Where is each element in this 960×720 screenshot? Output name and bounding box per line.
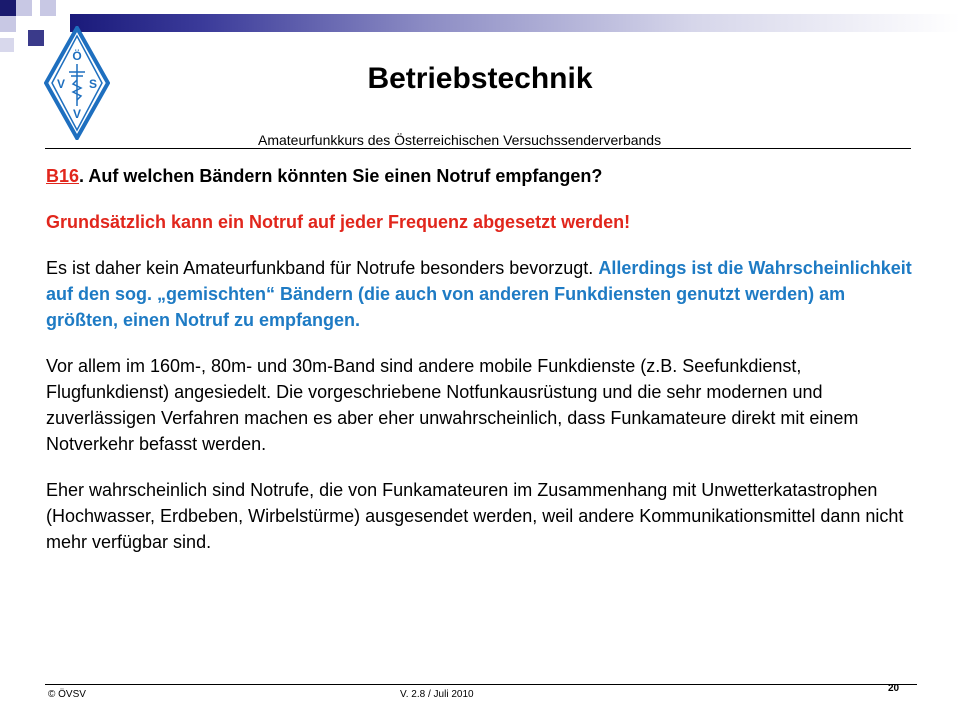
- logo-letter-right: S: [88, 77, 98, 91]
- header-gradient-bar: [70, 14, 960, 32]
- paragraph-1: [46, 255, 916, 333]
- question-number: B16: [46, 166, 80, 186]
- footer-copyright: © ÖVSV: [48, 689, 86, 700]
- page-title: Betriebstechnik: [367, 62, 593, 95]
- logo-letter-left: V: [56, 77, 66, 91]
- logo-letter-bottom: V: [72, 107, 82, 121]
- page-number: 20: [888, 683, 900, 694]
- paragraph-1-highlight: Allerdings ist die Wahrscheinlichkeit auf den sog. „gemischten“ Bändern (die auch von anderen Funkdiensten genutzt werden) am größten, einen Notruf zu empfangen.: [46, 258, 912, 330]
- page-subtitle: Amateurfunkkurs des Österreichischen Versuchssenderverbands: [258, 132, 662, 148]
- logo-letter-top: Ö: [72, 49, 82, 63]
- question-text: . Auf welchen Bändern könnten Sie einen Notruf empfangen?: [79, 166, 603, 186]
- slide-content: [46, 163, 916, 575]
- answer-highlight: Grundsätzlich kann ein Notruf auf jeder Frequenz abgesetzt werden!: [46, 212, 631, 232]
- paragraph-2: Vor allem im 160m-, 80m- und 30m-Band sind andere mobile Funkdienste (z.B. Seefunkdienst, Flugfunkdienst) angesiedelt. Die vorgeschriebene Notfunkausrüstung und die sehr modernen und zuverlässigen Verfahren machen es aber eher unwahrscheinlich, dass Funkamateure direkt mit einem Notverkehr befasst werden.: [46, 356, 859, 454]
- paragraph-3: Eher wahrscheinlich sind Notrufe, die von Funkamateuren im Zusammenhang mit Unwetterkatastrophen (Hochwasser, Erdbeben, Wirbelstürme) ausgesendet werden, weil andere Kommunikationsmittel dann nicht mehr verfügbar sind.: [46, 480, 904, 552]
- paragraph-1-plain: Es ist daher kein Amateurfunkband für Notrufe besonders bevorzugt.: [46, 258, 599, 278]
- header-divider: [45, 148, 911, 149]
- question: [46, 163, 916, 189]
- footer-divider: [45, 684, 917, 685]
- footer-version: V. 2.8 / Juli 2010: [400, 689, 474, 700]
